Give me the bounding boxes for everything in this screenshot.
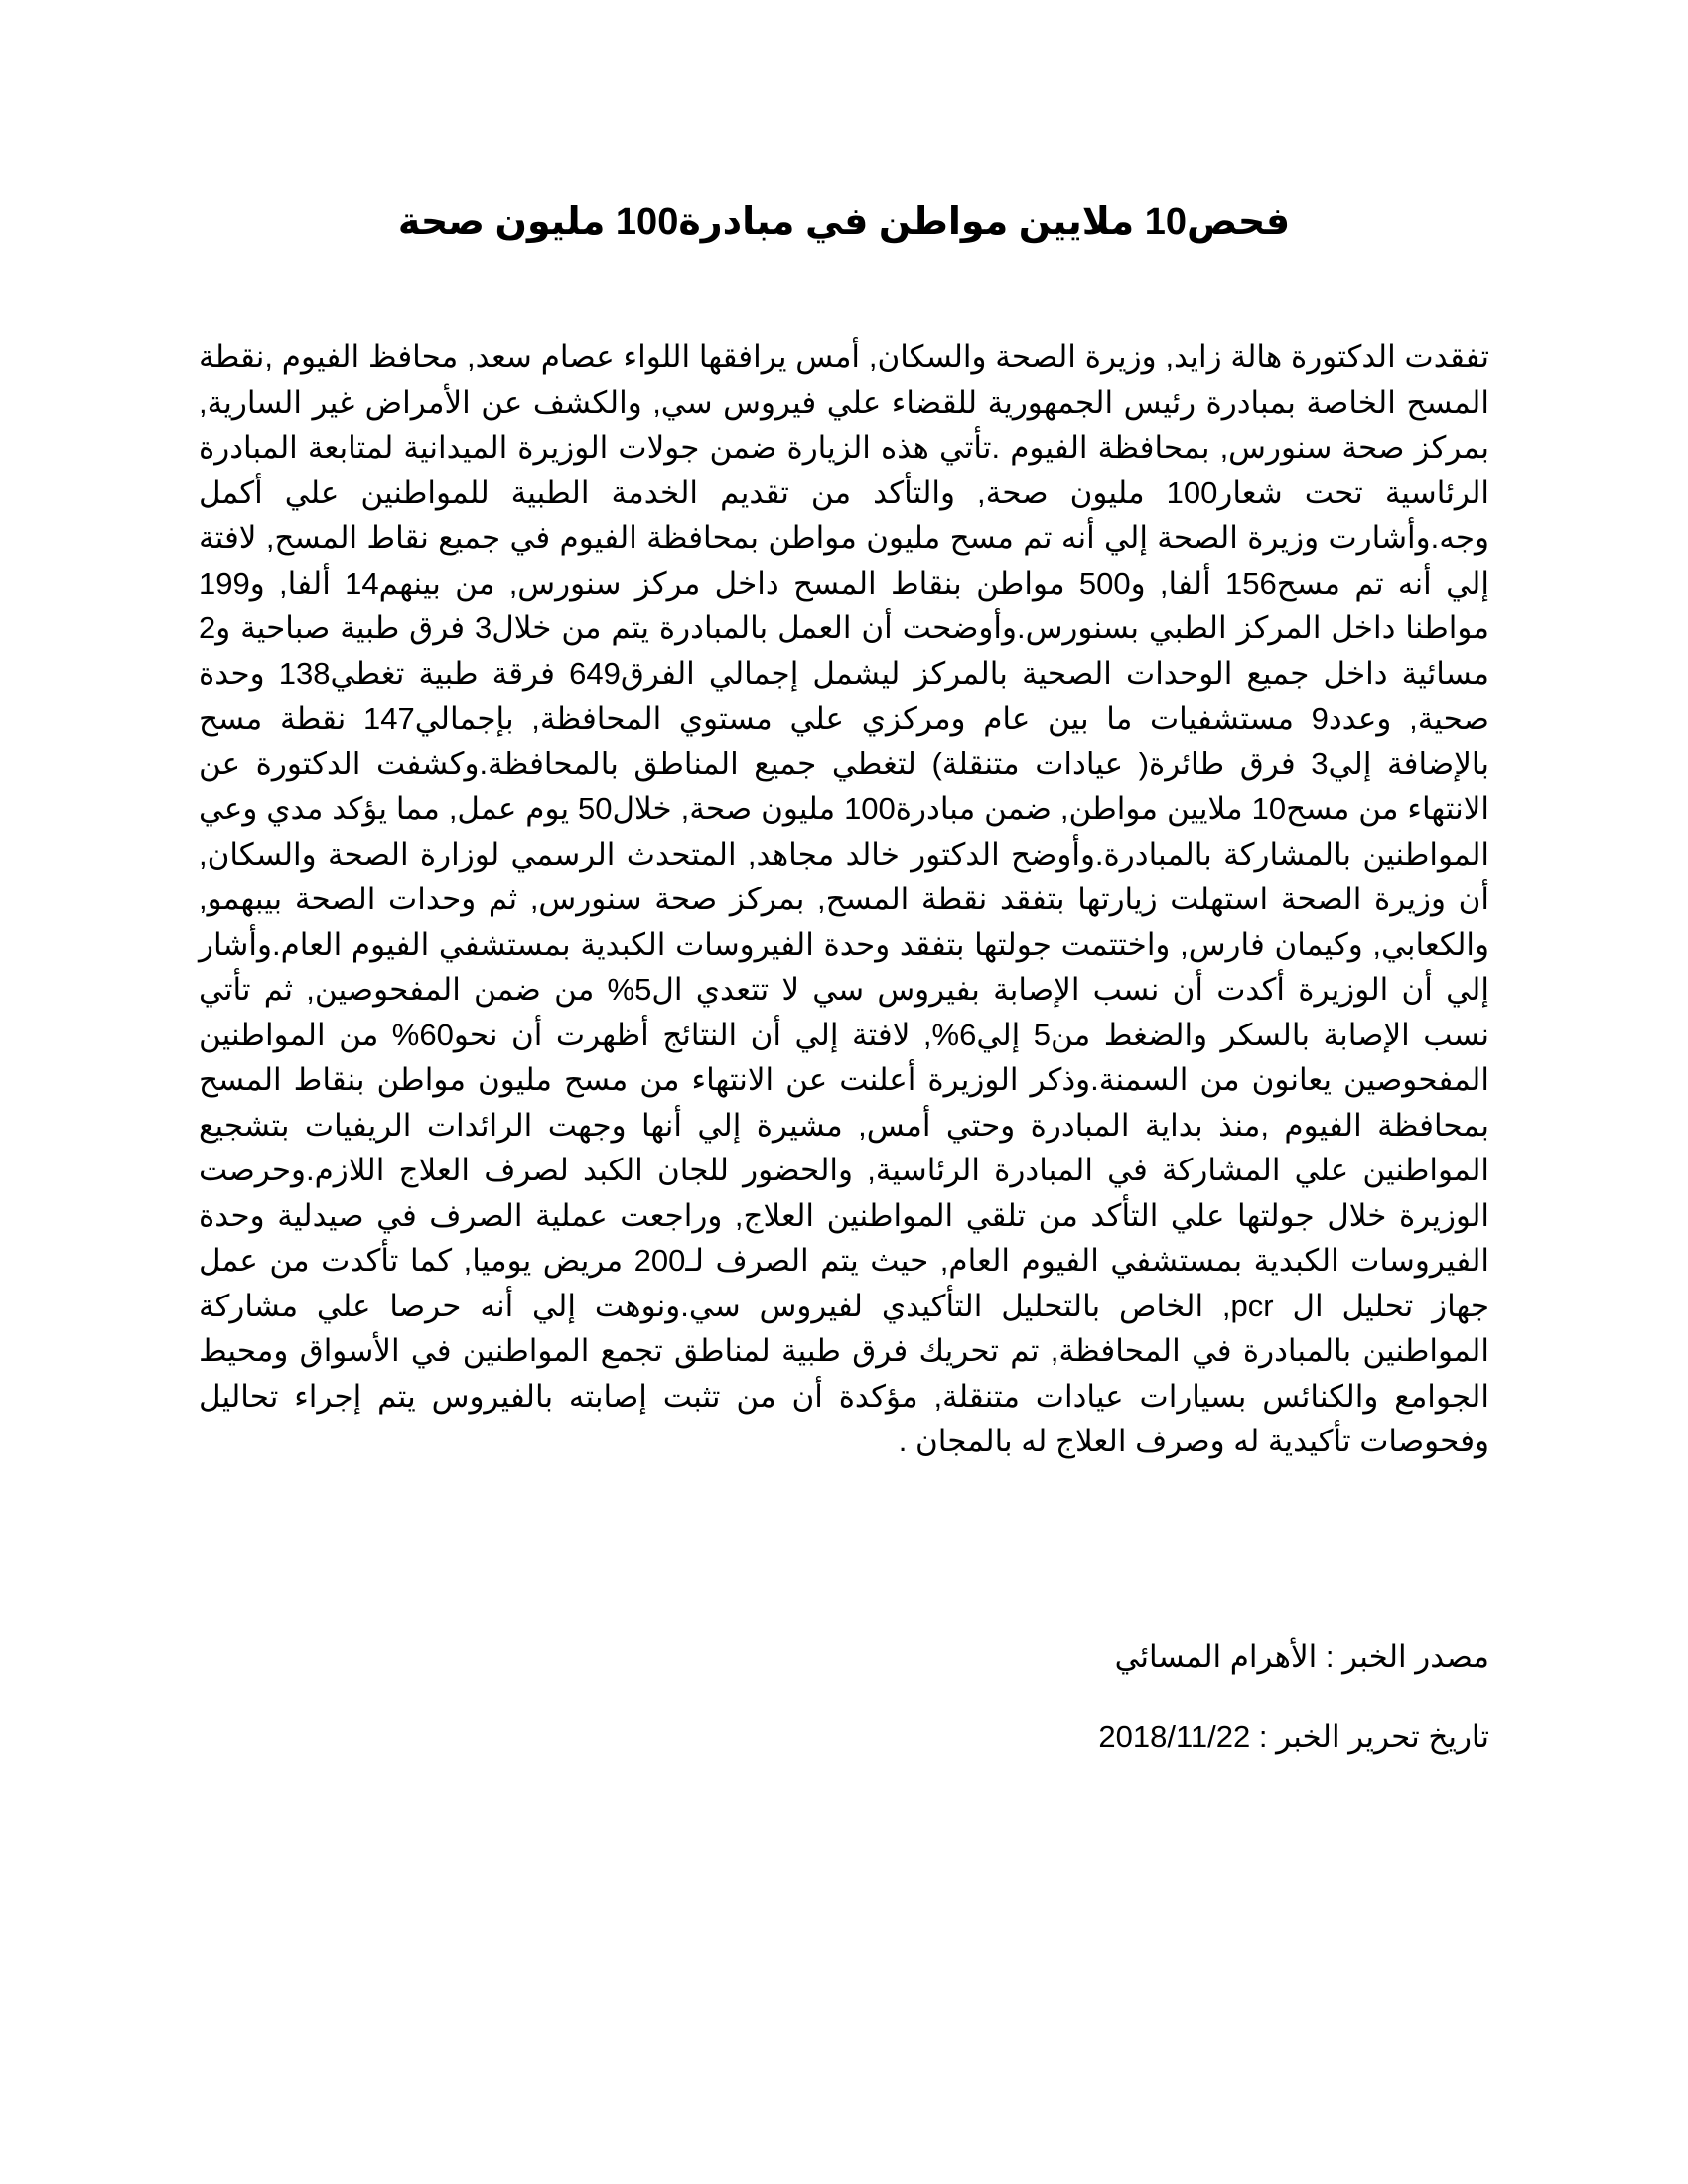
article-body: تفقدت الدكتورة هالة زايد, وزيرة الصحة والسكان, أمس يرافقها اللواء عصام سعد, محافظ الفيوم ,نقطة المسح الخاصة بمبادرة رئيس الجمهورية للقضاء علي فيروس سي, والكشف عن الأمراض غير السارية, بمركز صحة سنورس, بمحافظة الفيوم .تأتي هذه الزيارة ضمن جولات الوزيرة الميدانية لمتابعة المبادرة الرئاسية تحت شعار100 مليون صحة, والتأكد من تقديم الخدمة الطبية للمواطنين علي أكمل وجه.وأشارت وزيرة الصحة إلي أنه تم مسح مليون مواطن بمحافظة الفيوم في جميع نقاط المسح, لافتة إلي أنه تم مسح156 ألفا, و500 مواطن بنقاط المسح داخل مركز سنورس, من بينهم14 ألفا, و199 مواطنا داخل المركز الطبي بسنورس.وأوضحت أن العمل بالمبادرة يتم من خلال3 فرق طبية صباحية و2 مسائية داخل جميع الوحدات الصحية بالمركز ليشمل إجمالي الفرق649 فرقة طبية تغطي138 وحدة صحية, وعدد9 مستشفيات ما بين عام ومركزي علي مستوي المحافظة, بإجمالي147 نقطة مسح بالإضافة إلي3 فرق طائرة( عيادات متنقلة) لتغطي جميع المناطق بالمحافظة.وكشفت الدكتورة عن الانتهاء من مسح10 ملايين مواطن, ضمن مبادرة100 مليون صحة, خلال50 يوم عمل, مما يؤكد مدي وعي المواطنين بالمشاركة بالمبادرة.وأوضح الدكتور خالد مجاهد, المتحدث الرسمي لوزارة الصحة والسكان, أن وزيرة الصحة استهلت زيارتها بتفقد نقطة المسح, بمركز صحة سنورس, ثم وحدات الصحة بيبهمو, والكعابي, وكيمان فارس, واختتمت جولتها بتفقد وحدة الفيروسات الكبدية بمستشفي الفيوم العام.وأشار إلي أن الوزيرة أكدت أن نسب الإصابة بفيروس سي لا تتعدي ال5% من ضمن المفحوصين, ثم تأتي نسب الإصابة بالسكر والضغط من5 إلي6%, لافتة إلي أن النتائج أظهرت أن نحو60% من المواطنين المفحوصين يعانون من السمنة.وذكر الوزيرة أعلنت عن الانتهاء من مسح مليون مواطن بنقاط المسح بمحافظة الفيوم ,منذ بداية المبادرة وحتي أمس, مشيرة إلي أنها وجهت الرائدات الريفيات بتشجيع المواطنين علي المشاركة في المبادرة الرئاسية, والحضور للجان الكبد لصرف العلاج اللازم.وحرصت الوزيرة خلال جولتها علي التأكد من تلقي المواطنين العلاج, وراجعت عملية الصرف في صيدلية وحدة الفيروسات الكبدية بمستشفي الفيوم العام, حيث يتم الصرف لـ200 مريض يوميا, كما تأكدت من عمل جهاز تحليل ال pcr, الخاص بالتحليل التأكيدي لفيروس سي.ونوهت إلي أنه حرصا علي مشاركة المواطنين بالمبادرة في المحافظة, تم تحريك فرق طبية لمناطق تجمع المواطنين في الأسواق ومحيط الجوامع والكنائس بسيارات عيادات متنقلة, مؤكدة أن من تثبت إصابته بالفيروس يتم إجراء تحاليل وفحوصات تأكيدية له وصرف العلاج له بالمجان . (199, 340, 1490, 1458)
article-title: فحص10 ملايين مواطن في مبادرة100 مليون صحة (397, 202, 1291, 243)
news-source: مصدر الخبر : الأهرام المسائي (1114, 1639, 1489, 1674)
edit-date: تاريخ تحرير الخبر : 2018/11/22 (1098, 1719, 1489, 1754)
